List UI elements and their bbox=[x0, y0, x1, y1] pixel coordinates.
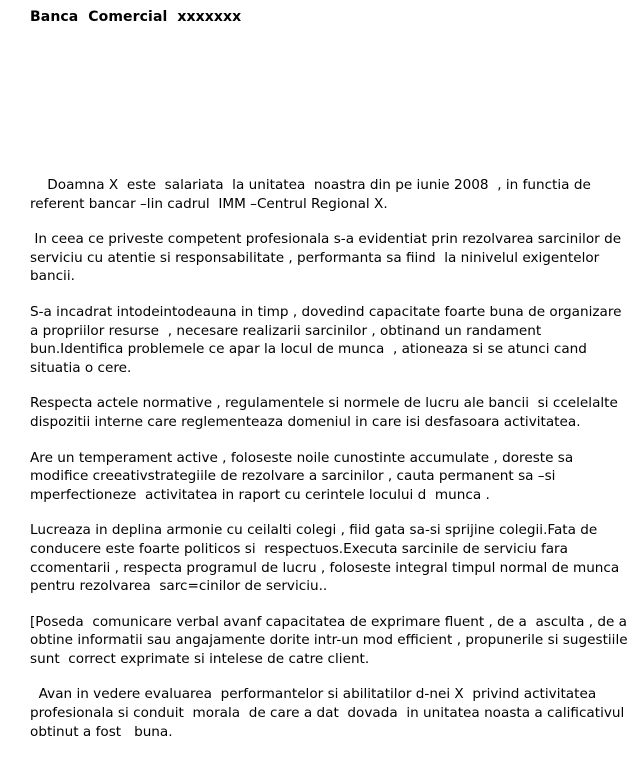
paragraph-organization: S-a incadrat intodeintodeauna in timp , dovedind capacitate foarte buna de organizare a propriilor resurse , necesare realizarii sarcinilor , obtinand un randament bun.Identifica problemele ce apar la locul de munca , ationeaza si se atunci cand situatia o cere. bbox=[30, 303, 626, 376]
paragraph-temperament: Are un temperament active , foloseste noile cunostinte accumulate , doreste sa modifice creeativstrategiile de rezolvare a sarcinilor , cauta permanent sa –si mperfectioneze activitatea in raport cu cerintele locului d munca . bbox=[30, 449, 578, 503]
paragraph-teamwork: Lucreaza in deplina armonie cu ceilalti colegi , fiid gata sa-si sprijine colegii.Fata de conducere este foarte politicos si respectuos.Executa sarcinile de serviciu fara ccomentarii , respecta programul de lucru , foloseste integral timpul normal de munca pentru rezolvarea sarc=cinilor de serviciu.. bbox=[30, 522, 624, 595]
bank-header-title: Banca Comercial xxxxxxx bbox=[30, 9, 242, 25]
paragraph-competence: In ceea ce priveste competent profesionala s-a evidentiat prin rezolvarea sarcinilor de serviciu cu atentie si responsabilitate , performanta sa fiind la ninivelul exigentelor bancii. bbox=[30, 231, 626, 285]
paragraph-conclusion: Avan in vedere evaluarea performantelor si abilitatilor d-nei X privind activitatea profesionala si conduit morala de care a dat dovada in unitatea noasta a calificativul obtinut a fost buna. bbox=[30, 686, 629, 740]
paragraph-regulations: Respecta actele normative , regulamentele si normele de lucru ale bancii si ccelelalte dispozitii interne care reglementeaza domeniul in care isi desfasoara activitatea. bbox=[30, 395, 623, 430]
paragraph-employment: Doamna X este salariata la unitatea noastra din pe iunie 2008 , in functia de referent bancar –lin cadrul IMM –Centrul Regional X. bbox=[30, 177, 596, 212]
paragraph-communication: [Poseda comunicare verbal avanf capacitatea de exprimare fluent , de a asculta , de a obtine informatii sau angajamente dorite intr-un mod efficient , propunerile si sugestiile sunt correct exprimate si intelese de catre client. bbox=[30, 613, 632, 667]
letter-body bbox=[30, 176, 634, 741]
